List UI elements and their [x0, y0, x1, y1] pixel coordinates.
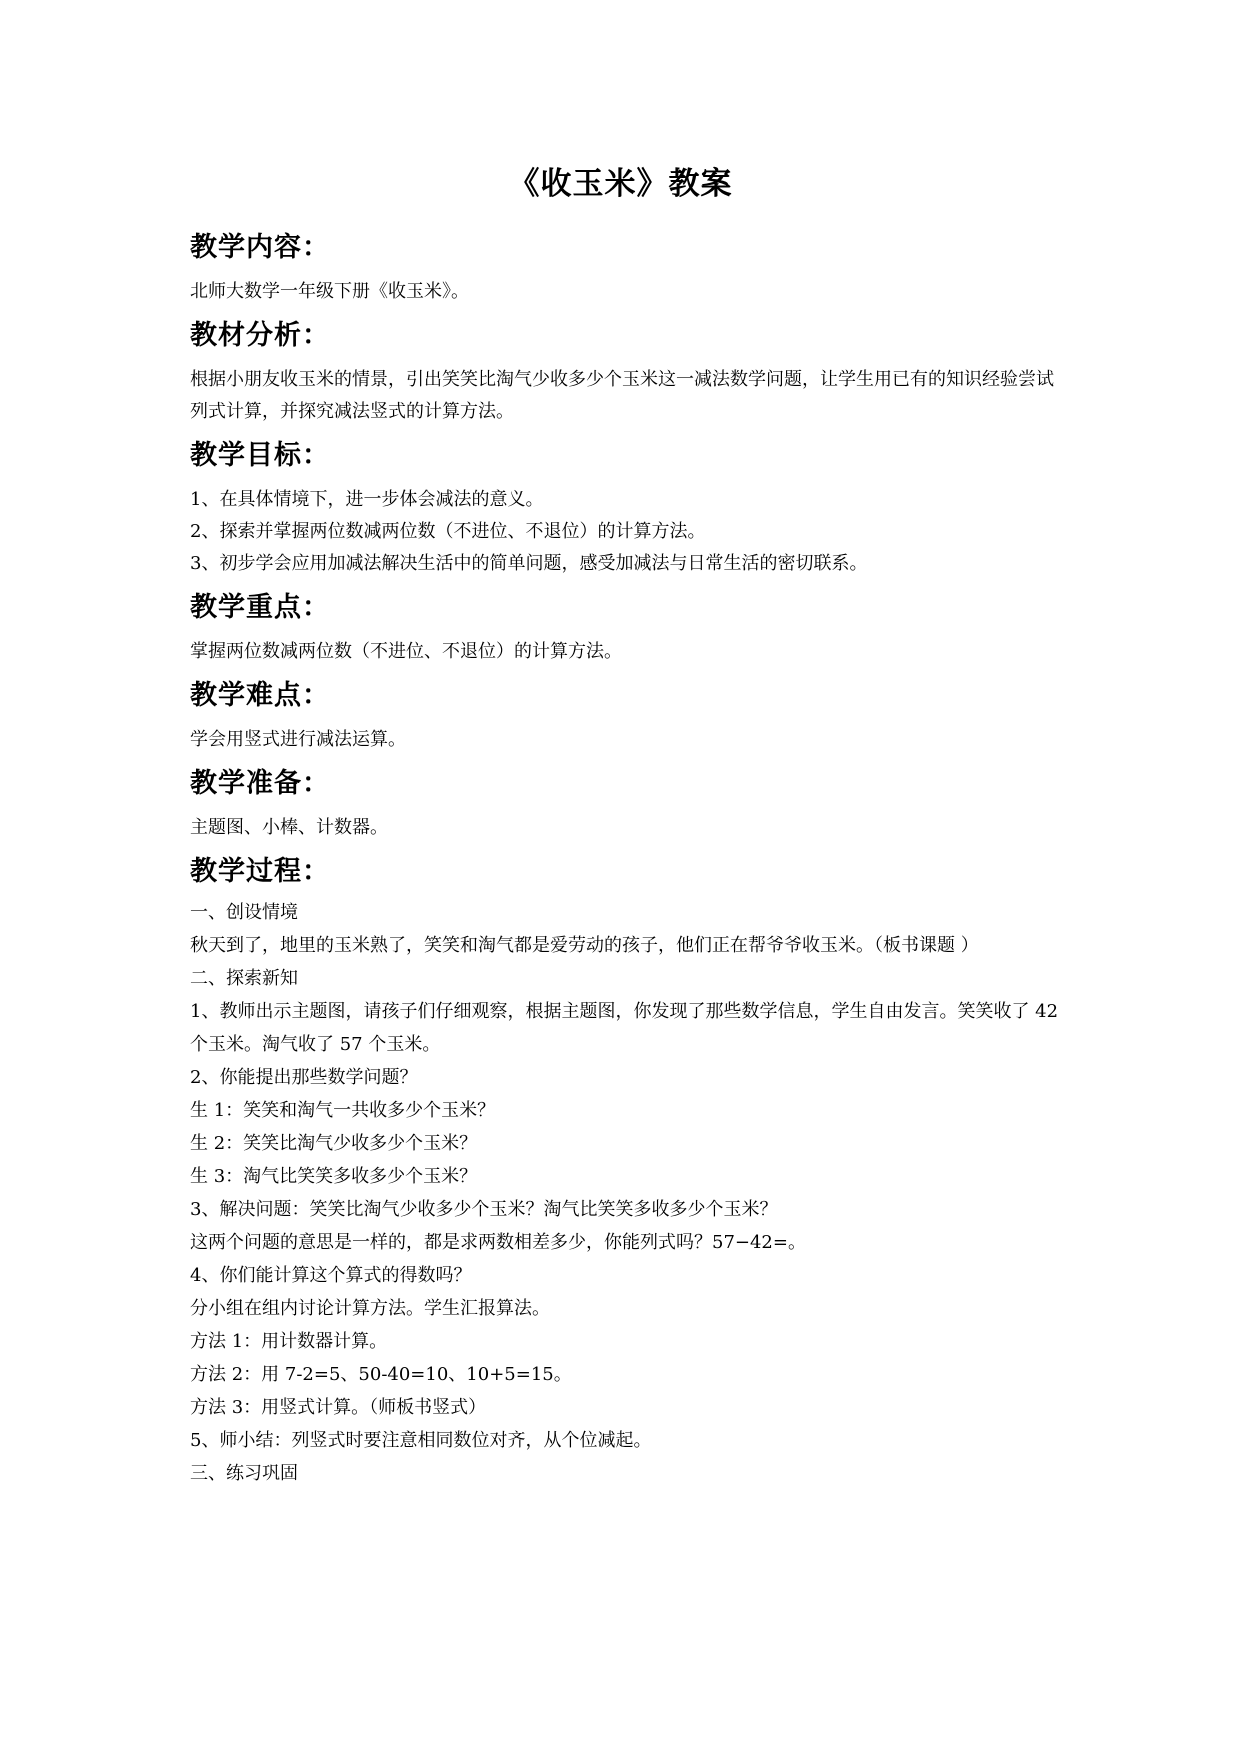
section-process	[190, 852, 1060, 1490]
section-heading: 教学内容：	[190, 232, 330, 263]
section-text	[190, 364, 1060, 428]
process-line: 生 3：淘气比笑笑多收多少个玉米？	[190, 1166, 478, 1187]
section-preparation	[190, 764, 1060, 844]
process-line: 方法 1：用计数器计算。	[190, 1331, 388, 1352]
process-line: 一、创设情境	[190, 902, 298, 923]
process-line: 1、教师出示主题图，请孩子们仔细观察，根据主题图，你发现了那些数学信息，学生自由发言。笑笑收了 42 个玉米。淘气收了 57 个玉米。	[190, 1001, 1059, 1055]
process-line: 生 1：笑笑和淘气一共收多少个玉米？	[190, 1100, 496, 1121]
process-line: 4、你们能计算这个算式的得数吗？	[190, 1265, 472, 1286]
section-material-analysis	[190, 316, 1060, 428]
process-line: 分小组在组内讨论计算方法。学生汇报算法。	[190, 1298, 550, 1319]
process-line: 二、探索新知	[190, 968, 298, 989]
section-heading: 教学重点：	[190, 592, 330, 623]
paragraph: 主题图、小棒、计数器。	[190, 817, 388, 838]
section-heading: 教学难点：	[190, 680, 330, 711]
list-item: 3、初步学会应用加减法解决生活中的简单问题，感受加减法与日常生活的密切联系。	[190, 553, 868, 574]
section-heading: 教学目标：	[190, 440, 330, 471]
section-text	[190, 484, 1060, 580]
section-text	[190, 724, 1060, 756]
list-item: 1、在具体情境下，进一步体会减法的意义。	[190, 489, 544, 510]
process-line: 5、师小结：列竖式时要注意相同数位对齐，从个位减起。	[190, 1430, 652, 1451]
process-line: 这两个问题的意思是一样的，都是求两数相差多少，你能列式吗？57−42=。	[190, 1232, 806, 1253]
process-line: 秋天到了，地里的玉米熟了，笑笑和淘气都是爱劳动的孩子，他们正在帮爷爷收玉米。（板书课题 ）	[190, 935, 979, 956]
process-line: 三、练习巩固	[190, 1463, 298, 1484]
paragraph: 北师大数学一年级下册《收玉米》。	[190, 281, 469, 302]
process-text	[190, 896, 1060, 1490]
process-line: 方法 2：用 7-2=5、50-40=10、10+5=15。	[190, 1364, 572, 1385]
process-line: 生 2：笑笑比淘气少收多少个玉米？	[190, 1133, 478, 1154]
section-difficulties	[190, 676, 1060, 756]
section-text	[190, 636, 1060, 668]
process-line: 2、你能提出那些数学问题？	[190, 1067, 418, 1088]
paragraph: 根据小朋友收玉米的情景，引出笑笑比淘气少收多少个玉米这一减法数学问题，让学生用已有的知识经验尝试列式计算，并探究减法竖式的计算方法。	[190, 369, 1054, 422]
section-heading: 教学过程：	[190, 856, 330, 887]
section-objectives	[190, 436, 1060, 580]
list-item: 2、探索并掌握两位数减两位数（不进位、不退位）的计算方法。	[190, 521, 706, 542]
section-heading: 教材分析：	[190, 320, 330, 351]
section-content	[190, 228, 1060, 308]
section-text	[190, 812, 1060, 844]
document-title: 《收玉米》教案	[508, 166, 733, 202]
paragraph: 掌握两位数减两位数（不进位、不退位）的计算方法。	[190, 641, 622, 662]
process-line: 方法 3：用竖式计算。（师板书竖式）	[190, 1397, 487, 1418]
process-line: 3、解决问题：笑笑比淘气少收多少个玉米？淘气比笑笑多收多少个玉米？	[190, 1199, 778, 1220]
section-key-points	[190, 588, 1060, 668]
document-body	[190, 228, 1060, 1498]
section-text	[190, 276, 1060, 308]
paragraph: 学会用竖式进行减法运算。	[190, 729, 406, 750]
section-heading: 教学准备：	[190, 768, 330, 799]
